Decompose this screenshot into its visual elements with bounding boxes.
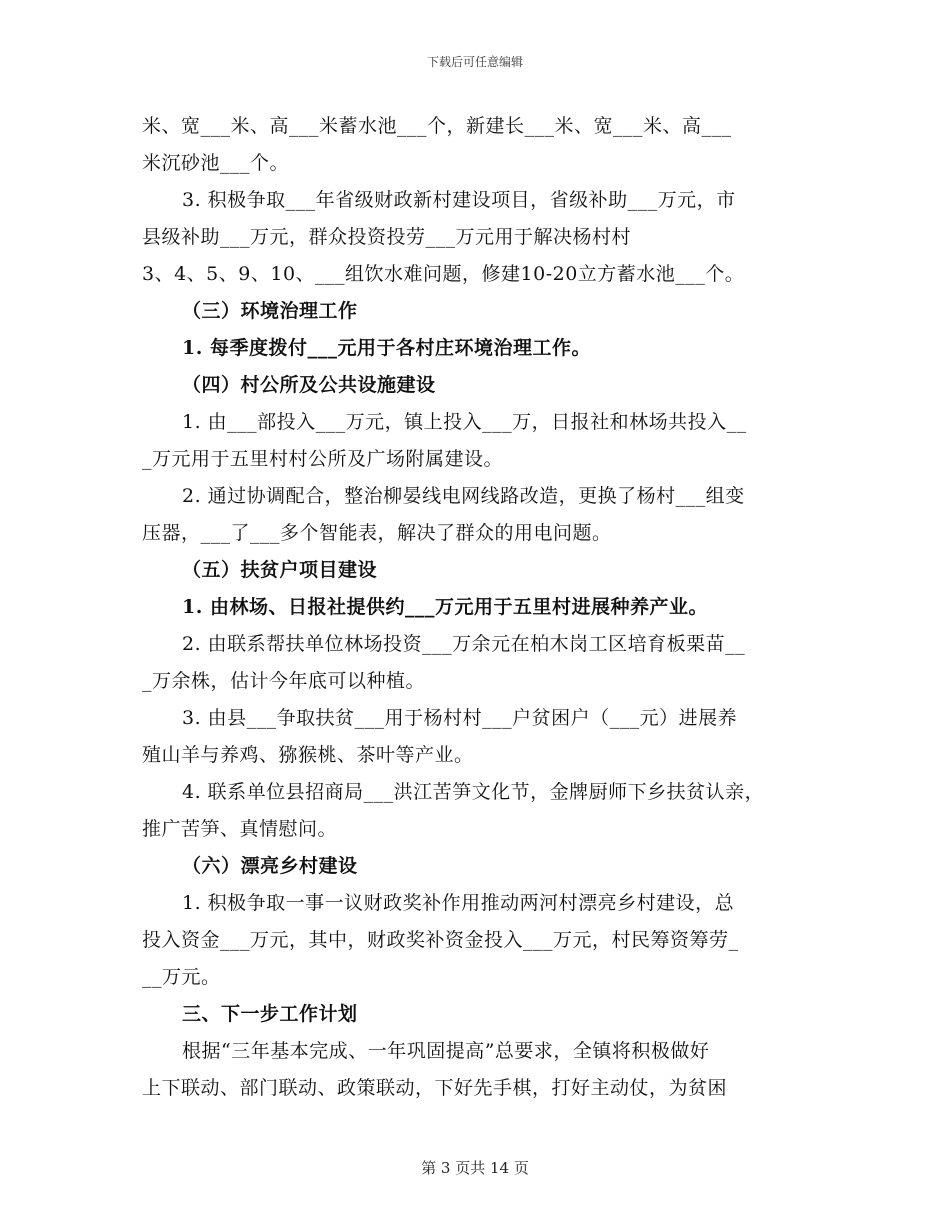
text-line: 县级补助___万元，群众投资投劳___万元用于解决杨村村 <box>142 226 632 248</box>
text-line: 2. 由联系帮扶单位林场投资___万余元在柏木岗工区培育板栗苗__ <box>182 633 746 655</box>
text-line: _万元用于五里村村公所及广场附属建设。 <box>142 448 504 470</box>
text-line: 3. 由县___争取扶贫___用于杨村村___户贫困户（___元）进展养 <box>182 707 738 729</box>
text-line: 1. 每季度拨付___元用于各村庄环境治理工作。 <box>182 337 591 359</box>
text-line: 根据“三年基本完成、一年巩固提高”总要求，全镇将积极做好 <box>182 1040 710 1062</box>
text-line: 殖山羊与养鸡、猕猴桃、茶叶等产业。 <box>142 744 474 766</box>
text-line: 上下联动、部门联动、政策联动，下好先手棋，打好主动仗，为贫困 <box>142 1077 728 1099</box>
page-header: 下载后可任意编辑 <box>426 55 523 69</box>
section-heading: （五）扶贫户项目建设 <box>182 559 378 581</box>
section-heading: 三、下一步工作计划 <box>182 1003 358 1025</box>
text-line: 米、宽___米、高___米蓄水池___个，新建长___米、宽___米、高___ <box>142 115 732 137</box>
text-line: _万余株，估计今年底可以种植。 <box>142 670 426 692</box>
text-line: 2. 通过协调配合，整治柳晏线电网线路改造，更换了杨村___组变 <box>182 485 745 507</box>
section-heading: （六）漂亮乡村建设 <box>182 855 358 877</box>
text-line: 3、4、5、9、10、___组饮水难问题，修建10-20立方蓄水池___个。 <box>142 263 745 285</box>
text-line: __万元。 <box>142 966 221 988</box>
section-heading: （三）环境治理工作 <box>182 300 358 322</box>
text-line: 1. 由林场、日报社提供约___万元用于五里村进展种养产业。 <box>182 596 708 618</box>
text-line: 1. 积极争取一事一议财政奖补作用推动两河村漂亮乡村建设，总 <box>182 892 735 914</box>
text-line: 投入资金___万元，其中，财政奖补资金投入___万元，村民筹资筹劳_ <box>142 929 739 951</box>
text-line: 推广苦笋、真情慰问。 <box>142 818 338 840</box>
text-line: 压器，___了___多个智能表，解决了群众的用电问题。 <box>142 522 612 544</box>
text-line: 4. 联系单位县招商局___洪江苦笋文化节，金牌厨师下乡扶贫认亲， <box>182 781 765 803</box>
section-heading: （四）村公所及公共设施建设 <box>182 374 436 396</box>
text-line: 1. 由___部投入___万元，镇上投入___万，日报社和林场共投入__ <box>182 411 747 433</box>
text-line: 3. 积极争取___年省级财政新村建设项目，省级补助___万元，市 <box>182 189 736 211</box>
document-body <box>142 108 812 1107</box>
text-line: 米沉砂池___个。 <box>142 152 290 174</box>
page-footer: 第 3 页共 14 页 <box>421 1159 529 1177</box>
